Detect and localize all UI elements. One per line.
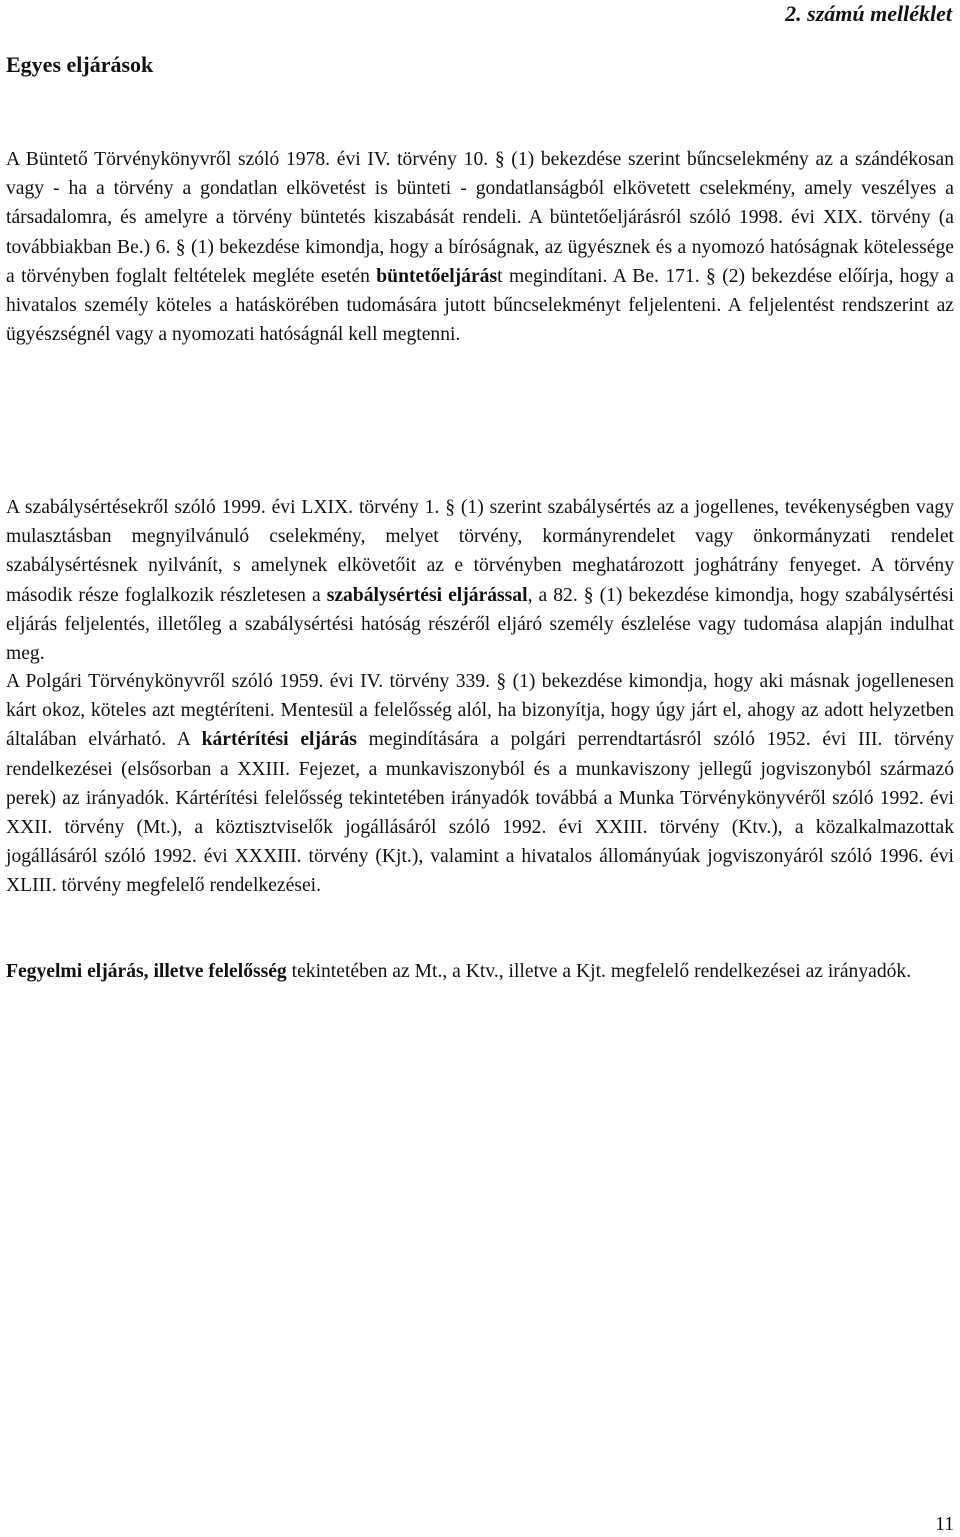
- document-title: Egyes eljárások: [6, 52, 154, 77]
- paragraph-text: A Büntető Törvénykönyvről szóló 1978. évi IV. törvény 10. § (1) bekezdése szerint bűncselekmény az a szándékosan vagy - ha a törvény a gondatlan elkövetést is bünteti - gondatlanságból elkövetett cselekmény, amely veszélyes a társadalomra, és amelyre a törvény büntetés kiszabását rendeli. A büntetőeljárásról szóló 1998. évi XIX. törvény (a továbbiakban Be.) 6. § (1) bekezdése kimondja, hogy a bíróságnak, az ügyésznek és a nyomozó hatóságnak kötelessége a törvényben foglalt feltételek megléte esetén: [6, 149, 954, 287]
- paragraph-disciplinary-procedure: [6, 957, 954, 986]
- paragraph-text: t megindítani. A Be. 171. § (2) bekezdése előírja, hogy a hivatalos személy köteles a hatáskörében tudomására jutott bűncselekményt feljelenteni. A feljelentést rendszerint az ügyészségnél vagy a nyomozati hatóságnál kell megtenni.: [6, 265, 955, 346]
- paragraph-bold-term: Fegyelmi eljárás, illetve felelősség: [6, 961, 287, 982]
- paragraph-text: tekintetében az Mt., a Ktv., illetve a Kjt. megfelelő rendelkezései az irányadók.: [286, 961, 912, 982]
- paragraph-text: A Polgári Törvénykönyvről szóló 1959. évi IV. törvény 339. § (1) bekezdése kimondja, hogy aki másnak jogellenesen kárt okoz, köteles azt megtéríteni. Mentesül a felelősség alól, ha bizonyítja, hogy úgy járt el, ahogy az adott helyzetben általában elvárható. A: [6, 671, 954, 751]
- annex-label: 2. számú melléklet: [785, 1, 952, 26]
- paragraph-criminal-procedure: [6, 145, 954, 349]
- paragraph-text: megindítására a polgári perrendtartásról szóló 1952. évi III. törvény rendelkezései (elsősorban a XXIII. Fejezet, a munkaviszonyból és a munkaviszony jellegű jogviszonyból származó perek) az irányadók. Kártérítési felelősség tekintetében irányadók továbbá a Munka Törvénykönyvéről szóló 1992. évi XXII. törvény (Mt.), a köztisztviselők jogállásáról szóló 1992. évi XXIII. törvény (Ktv.), a közalkalmazottak jogállásáról szóló 1992. évi XXXIII. törvény (Kjt.), valamint a hivatalos állományúak jogviszonyáról szóló 1996. évi XLIII. törvény megfelelő rendelkezései.: [6, 729, 954, 897]
- paragraph-bold-term: büntetőeljárás: [376, 265, 498, 287]
- paragraph-bold-term: kártérítési eljárás: [201, 729, 357, 751]
- paragraph-petty-offence-procedure: [6, 493, 954, 668]
- paragraph-text: , a 82. § (1) bekezdése kimondja, hogy szabálysértési eljárás feljelentés, illetőleg a szabálysértési hatóság részéről eljáró személy észlelése vagy tudomása alapján indulhat meg.: [6, 584, 954, 665]
- page-number: 11: [935, 1514, 954, 1535]
- paragraph-bold-term: szabálysértési eljárással: [326, 584, 528, 606]
- paragraph-text: A szabálysértésekről szóló 1999. évi LXIX. törvény 1. § (1) szerint szabálysértés az a jogellenes, tevékenységben vagy mulasztásban megnyilvánuló cselekmény, melyet törvény, kormányrendelet vagy önkormányzati rendelet szabálysértésnek nyilvánít, s amelynek elkövetőit az e törvényben meghatározott joghátrány fenyeget. A törvény második része foglalkozik részletesen a: [6, 497, 954, 606]
- paragraph-damages-procedure: [6, 667, 954, 901]
